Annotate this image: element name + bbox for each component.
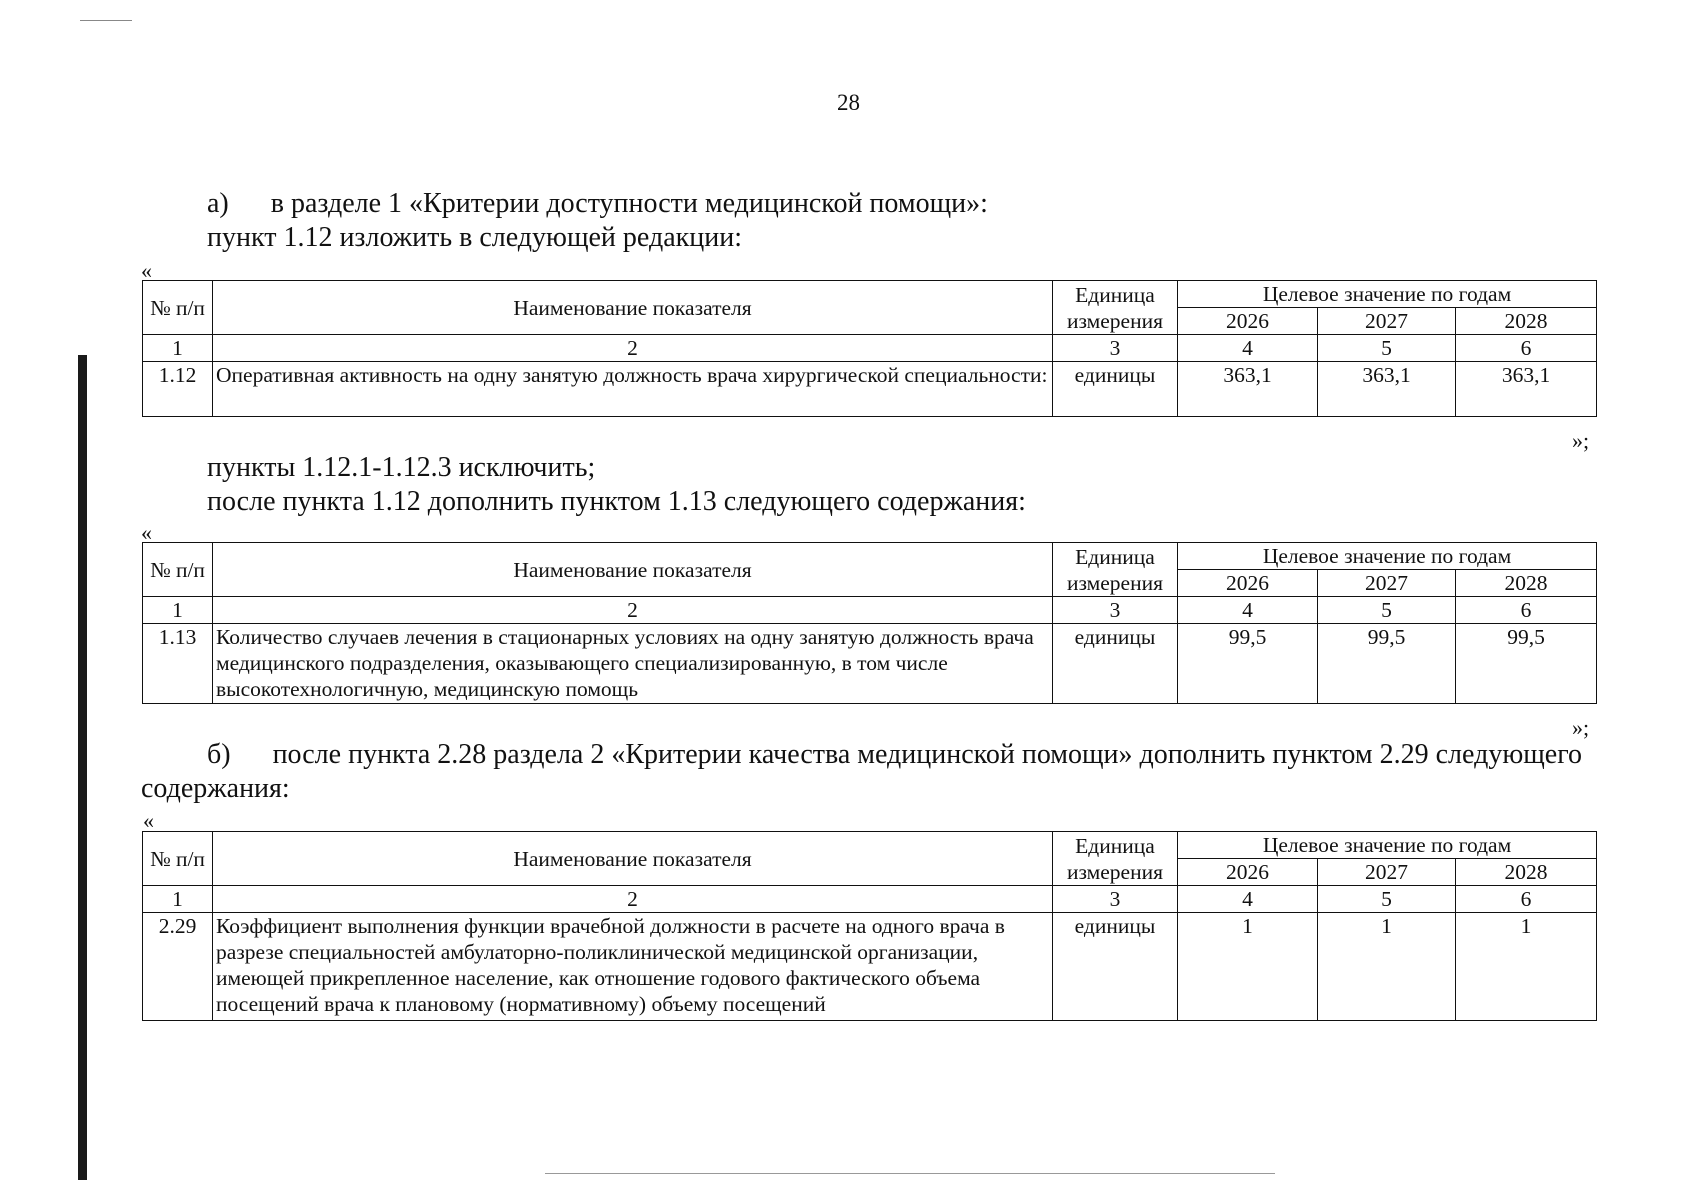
row-name: Коэффициент выполнения функции врачебной должности в расчете на одного врача в разрезе специальностей амбулаторно-поликлинической медицинской организации, имеющей прикрепленное население, как отношение годового фактического объема посещений врача к плановому (нормативному) объему посещений — [213, 913, 1053, 1021]
indicator-table-2 — [142, 542, 1597, 704]
scan-artifact-line — [80, 20, 132, 21]
col-number: 3 — [1053, 886, 1178, 913]
open-quote: « — [141, 258, 152, 283]
open-quote: « — [143, 808, 154, 833]
header-name: Наименование показателя — [213, 281, 1053, 335]
header-name: Наименование показателя — [213, 543, 1053, 597]
section-a-line1: а) в разделе 1 «Критерии доступности медицинской помощи»: — [207, 188, 988, 219]
section-a2-line1: пункты 1.12.1-1.12.3 исключить; — [207, 452, 596, 483]
section-a-line2: пункт 1.12 изложить в следующей редакции: — [207, 222, 742, 253]
header-year: 2026 — [1178, 308, 1318, 335]
row-name: Количество случаев лечения в стационарных условиях на одну занятую должность врача медицинского подразделения, оказывающего специализированную, в том числе высокотехнологичную, медицинскую помощь — [213, 624, 1053, 704]
header-year: 2028 — [1456, 859, 1597, 886]
scan-artifact-line — [545, 1173, 1275, 1174]
col-number: 6 — [1456, 597, 1597, 624]
row-value: 1 — [1318, 913, 1456, 1021]
row-value: 1 — [1178, 913, 1318, 1021]
section-b-line1: б) после пункта 2.28 раздела 2 «Критерии качества медицинской помощи» дополнить пунктом 2.29 следующего — [207, 739, 1583, 770]
header-year: 2027 — [1318, 859, 1456, 886]
row-value: 363,1 — [1318, 362, 1456, 417]
col-number: 5 — [1318, 886, 1456, 913]
row-value: 363,1 — [1178, 362, 1318, 417]
row-value: 99,5 — [1456, 624, 1597, 704]
col-number: 4 — [1178, 335, 1318, 362]
header-target: Целевое значение по годам — [1178, 832, 1597, 859]
indicator-table-3 — [142, 831, 1597, 1021]
header-name: Наименование показателя — [213, 832, 1053, 886]
row-num: 1.12 — [143, 362, 213, 417]
header-year: 2027 — [1318, 308, 1456, 335]
header-year: 2027 — [1318, 570, 1456, 597]
col-number: 1 — [143, 335, 213, 362]
header-num: № п/п — [143, 281, 213, 335]
col-number: 6 — [1456, 335, 1597, 362]
row-name: Оперативная активность на одну занятую должность врача хирургической специальности: — [213, 362, 1053, 417]
section-a2-line2: после пункта 1.12 дополнить пунктом 1.13 следующего содержания: — [207, 486, 1026, 517]
row-value: 99,5 — [1318, 624, 1456, 704]
row-unit: единицы — [1053, 362, 1178, 417]
col-number: 4 — [1178, 597, 1318, 624]
col-number: 3 — [1053, 335, 1178, 362]
page-number: 28 — [837, 90, 860, 115]
table-row — [143, 913, 1597, 1021]
header-target: Целевое значение по годам — [1178, 543, 1597, 570]
header-num: № п/п — [143, 543, 213, 597]
col-number: 2 — [213, 886, 1053, 913]
header-num: № п/п — [143, 832, 213, 886]
col-number: 1 — [143, 886, 213, 913]
header-year: 2028 — [1456, 308, 1597, 335]
col-number: 4 — [1178, 886, 1318, 913]
row-num: 2.29 — [143, 913, 213, 1021]
table-row — [143, 624, 1597, 704]
col-number: 5 — [1318, 597, 1456, 624]
row-unit: единицы — [1053, 913, 1178, 1021]
close-quote: »; — [1572, 715, 1590, 740]
open-quote: « — [141, 520, 152, 545]
table-row — [143, 362, 1597, 417]
header-year: 2026 — [1178, 570, 1318, 597]
header-unit: Единица измерения — [1053, 832, 1178, 886]
col-number: 5 — [1318, 335, 1456, 362]
header-unit: Единица измерения — [1053, 543, 1178, 597]
col-number: 3 — [1053, 597, 1178, 624]
row-value: 99,5 — [1178, 624, 1318, 704]
col-number: 2 — [213, 335, 1053, 362]
row-unit: единицы — [1053, 624, 1178, 704]
section-b-line2: содержания: — [141, 773, 290, 804]
col-number: 1 — [143, 597, 213, 624]
col-number: 6 — [1456, 886, 1597, 913]
indicator-table-1 — [142, 280, 1597, 417]
close-quote: »; — [1572, 428, 1590, 453]
row-num: 1.13 — [143, 624, 213, 704]
row-value: 363,1 — [1456, 362, 1597, 417]
header-target: Целевое значение по годам — [1178, 281, 1597, 308]
header-unit: Единица измерения — [1053, 281, 1178, 335]
header-year: 2028 — [1456, 570, 1597, 597]
scan-binding-shadow — [78, 355, 87, 1180]
col-number: 2 — [213, 597, 1053, 624]
header-year: 2026 — [1178, 859, 1318, 886]
row-value: 1 — [1456, 913, 1597, 1021]
